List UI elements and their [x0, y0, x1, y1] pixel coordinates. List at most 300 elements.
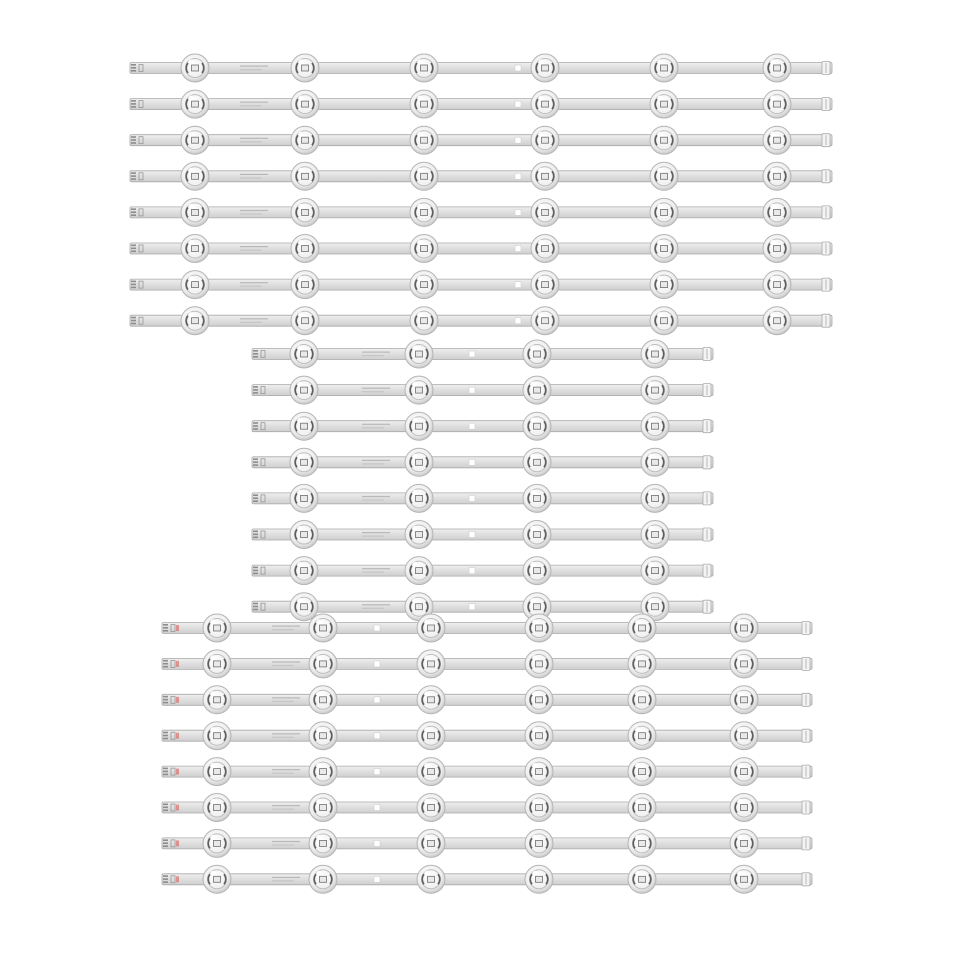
led-lens [410, 54, 438, 82]
led-chip [416, 351, 423, 357]
led-lens [525, 614, 553, 642]
lens-highlight [188, 276, 193, 281]
lens-highlight [424, 871, 429, 876]
lens-highlight [188, 240, 193, 245]
print-mark [272, 769, 300, 770]
led-lens [291, 198, 319, 226]
led-chip [428, 733, 435, 739]
led-lens [628, 614, 656, 642]
lens-highlight [538, 240, 543, 245]
lens-highlight [635, 871, 640, 876]
led-strip [252, 557, 713, 585]
led-lens [405, 557, 433, 585]
connector-pin [253, 603, 258, 605]
mount-dot [469, 351, 475, 357]
lens-highlight [532, 655, 537, 660]
led-lens [730, 865, 758, 893]
print-mark [362, 608, 384, 609]
strip-group-3 [162, 614, 812, 893]
led-chip [301, 568, 308, 574]
lens-highlight [737, 763, 742, 768]
print-mark [272, 877, 300, 878]
led-chip [542, 101, 549, 107]
lens-highlight [538, 312, 543, 317]
led-chip [416, 459, 423, 465]
lens-highlight [412, 562, 417, 567]
led-lens [410, 126, 438, 154]
led-chip [416, 604, 423, 610]
lens-highlight [316, 763, 321, 768]
print-mark [362, 355, 384, 356]
led-chip [214, 625, 221, 631]
mount-dot [469, 423, 475, 429]
led-lens [641, 521, 669, 549]
led-chip [652, 568, 659, 574]
connector-pin [253, 389, 258, 391]
led-chip [421, 318, 428, 324]
led-chip [774, 137, 781, 143]
led-chip [774, 318, 781, 324]
led-chip [320, 876, 327, 882]
connector-pin [253, 425, 258, 427]
led-chip [542, 246, 549, 252]
lens-highlight [298, 312, 303, 317]
led-chip [652, 495, 659, 501]
connector-pin [163, 660, 168, 662]
lens-highlight [530, 490, 535, 495]
led-lens [290, 340, 318, 368]
led-lens [531, 307, 559, 335]
led-strip [252, 340, 713, 368]
print-mark [240, 213, 262, 214]
lens-highlight [297, 382, 302, 387]
led-lens [417, 758, 445, 786]
led-chip [534, 423, 541, 429]
connector-pin [131, 281, 136, 283]
lens-highlight [737, 691, 742, 696]
led-chip [192, 65, 199, 71]
print-mark [240, 138, 268, 139]
led-chip [639, 840, 646, 846]
print-mark [362, 536, 384, 537]
mount-dot [515, 246, 521, 252]
led-lens [290, 593, 318, 621]
led-chip [534, 351, 541, 357]
led-lens [181, 271, 209, 299]
led-strip [162, 650, 812, 678]
led-chip [536, 625, 543, 631]
led-lens [531, 126, 559, 154]
connector-pin [253, 386, 258, 388]
led-chip [741, 805, 748, 811]
connector-pin [253, 464, 258, 466]
mount-dot [469, 495, 475, 501]
connector-pin [131, 211, 136, 213]
led-lens [309, 758, 337, 786]
led-chip [302, 318, 309, 324]
mount-dot [374, 805, 380, 811]
led-chip [741, 840, 748, 846]
led-lens [309, 722, 337, 750]
led-lens [525, 686, 553, 714]
led-lens [410, 162, 438, 190]
lens-highlight [412, 382, 417, 387]
led-chip [428, 876, 435, 882]
led-chip [536, 876, 543, 882]
led-chip [741, 661, 748, 667]
lens-highlight [298, 240, 303, 245]
led-lens [523, 412, 551, 440]
strip-group-2 [252, 340, 713, 621]
led-chip [214, 697, 221, 703]
led-lens [523, 448, 551, 476]
led-strip [162, 722, 812, 750]
led-strip [130, 162, 832, 190]
led-chip [542, 65, 549, 71]
lens-highlight [530, 418, 535, 423]
connector-pin [131, 284, 136, 286]
lens-highlight [424, 799, 429, 804]
print-mark [240, 174, 268, 175]
lens-highlight [635, 691, 640, 696]
mount-dot [374, 625, 380, 631]
lens-highlight [417, 240, 422, 245]
connector-pin [163, 666, 168, 668]
lens-highlight [538, 168, 543, 173]
led-lens [291, 126, 319, 154]
led-lens [531, 198, 559, 226]
polarity-mark [176, 697, 179, 703]
connector-pin [163, 738, 168, 740]
connector-pin [253, 458, 258, 460]
lens-highlight [635, 655, 640, 660]
led-lens [523, 376, 551, 404]
connector-pin [253, 356, 258, 358]
mount-dot [374, 661, 380, 667]
led-chip [536, 733, 543, 739]
led-strip [130, 198, 832, 226]
led-chip [534, 568, 541, 574]
lens-highlight [424, 727, 429, 732]
led-lens [628, 650, 656, 678]
connector-pin [253, 567, 258, 569]
lens-highlight [657, 96, 662, 101]
led-chip [774, 101, 781, 107]
lens-highlight [648, 382, 653, 387]
lens-highlight [188, 132, 193, 137]
led-lens [309, 829, 337, 857]
led-lens [291, 235, 319, 263]
led-chip [534, 604, 541, 610]
led-lens [181, 54, 209, 82]
lens-highlight [210, 619, 215, 624]
mount-dot [515, 282, 521, 288]
led-lens [417, 794, 445, 822]
led-chip [661, 65, 668, 71]
connector-pin [131, 251, 136, 253]
print-mark [362, 499, 384, 500]
led-lens [763, 90, 791, 118]
led-chip [302, 246, 309, 252]
connector-pin [131, 67, 136, 69]
mount-dot [374, 697, 380, 703]
lens-highlight [298, 276, 303, 281]
led-lens [730, 829, 758, 857]
lens-highlight [424, 691, 429, 696]
led-lens [290, 484, 318, 512]
lens-highlight [297, 418, 302, 423]
led-lens [763, 235, 791, 263]
led-lens [641, 340, 669, 368]
print-mark [272, 701, 294, 702]
led-chip [774, 209, 781, 215]
led-chip [302, 282, 309, 288]
connector-pin [131, 208, 136, 210]
lens-highlight [188, 312, 193, 317]
led-lens [417, 865, 445, 893]
led-chip [320, 625, 327, 631]
led-chip [302, 65, 309, 71]
led-chip [320, 840, 327, 846]
led-chip [320, 661, 327, 667]
led-chip [302, 101, 309, 107]
mount-dot [515, 209, 521, 215]
lens-highlight [657, 132, 662, 137]
led-chip [192, 282, 199, 288]
lens-highlight [210, 763, 215, 768]
connector-pin [253, 392, 258, 394]
connector-pin [253, 609, 258, 611]
print-mark [272, 629, 294, 630]
lens-highlight [210, 655, 215, 660]
led-lens [763, 198, 791, 226]
polarity-mark [176, 876, 179, 882]
connector-pin [253, 494, 258, 496]
led-lens [628, 758, 656, 786]
mount-dot [374, 876, 380, 882]
lens-highlight [412, 418, 417, 423]
connector-pin [131, 139, 136, 141]
print-mark [240, 210, 268, 211]
polarity-mark [176, 805, 179, 811]
connector-pin [163, 732, 168, 734]
lens-highlight [770, 59, 775, 64]
print-mark [362, 604, 390, 605]
connector-pin [163, 881, 168, 883]
led-strip [252, 484, 713, 512]
lens-highlight [424, 655, 429, 660]
led-lens [290, 412, 318, 440]
led-chip [652, 604, 659, 610]
connector-pin [163, 807, 168, 809]
led-chip [192, 209, 199, 215]
led-lens [650, 90, 678, 118]
lens-highlight [412, 454, 417, 459]
lens-highlight [417, 168, 422, 173]
lens-highlight [417, 96, 422, 101]
lens-highlight [210, 691, 215, 696]
strip-body [130, 135, 832, 146]
lens-highlight [657, 168, 662, 173]
strip-body [130, 243, 832, 254]
led-chip [639, 697, 646, 703]
print-mark [240, 318, 268, 319]
lens-highlight [648, 562, 653, 567]
led-chip [652, 459, 659, 465]
led-chip [652, 387, 659, 393]
lens-highlight [657, 276, 662, 281]
led-lens [650, 198, 678, 226]
lens-highlight [532, 619, 537, 624]
connector-pin [131, 136, 136, 138]
connector-pin [163, 839, 168, 841]
led-chip [639, 625, 646, 631]
print-mark [240, 105, 262, 106]
lens-highlight [538, 96, 543, 101]
led-strip [130, 90, 832, 118]
led-lens [730, 758, 758, 786]
led-chip [661, 209, 668, 215]
print-mark [362, 496, 390, 497]
led-chip [428, 625, 435, 631]
led-chip [536, 697, 543, 703]
led-chip [741, 876, 748, 882]
lens-highlight [538, 59, 543, 64]
print-mark [362, 572, 384, 573]
strip-body [130, 279, 832, 290]
connector-pin [163, 699, 168, 701]
connector-pin [253, 573, 258, 575]
print-mark [240, 102, 268, 103]
mount-dot [515, 101, 521, 107]
led-chip [536, 661, 543, 667]
led-chip [741, 697, 748, 703]
led-chip [652, 532, 659, 538]
strip-body [162, 838, 812, 849]
led-lens [525, 722, 553, 750]
lens-highlight [188, 204, 193, 209]
lens-highlight [417, 59, 422, 64]
led-chip [639, 661, 646, 667]
connector-pin [131, 287, 136, 289]
lens-highlight [412, 345, 417, 350]
led-chip [661, 137, 668, 143]
led-chip [534, 532, 541, 538]
lens-highlight [648, 418, 653, 423]
led-chip [536, 769, 543, 775]
connector-pin [253, 350, 258, 352]
connector-pin [163, 804, 168, 806]
lens-highlight [538, 132, 543, 137]
led-chip [214, 805, 221, 811]
led-lens [417, 650, 445, 678]
led-lens [763, 307, 791, 335]
led-chip [652, 423, 659, 429]
led-strip [162, 794, 812, 822]
led-lens [730, 686, 758, 714]
led-chip [639, 876, 646, 882]
led-lens [410, 198, 438, 226]
led-lens [525, 794, 553, 822]
led-strip [162, 829, 812, 857]
led-lens [405, 412, 433, 440]
print-mark [272, 661, 300, 662]
lens-highlight [532, 691, 537, 696]
lens-highlight [424, 763, 429, 768]
connector-pin [253, 534, 258, 536]
led-lens [628, 829, 656, 857]
print-mark [362, 424, 390, 425]
led-chip [536, 840, 543, 846]
connector-pin [131, 214, 136, 216]
lens-highlight [297, 454, 302, 459]
connector-pin [131, 106, 136, 108]
mount-dot [515, 137, 521, 143]
led-lens [417, 722, 445, 750]
lens-highlight [210, 871, 215, 876]
led-chip [661, 282, 668, 288]
mount-dot [515, 173, 521, 179]
led-strip [252, 521, 713, 549]
lens-highlight [532, 799, 537, 804]
strip-body [162, 802, 812, 813]
led-chip [192, 318, 199, 324]
lens-highlight [770, 204, 775, 209]
led-chip [192, 173, 199, 179]
led-chip [214, 733, 221, 739]
print-mark [240, 286, 262, 287]
connector-pin [163, 878, 168, 880]
led-lens [628, 865, 656, 893]
led-chip [661, 318, 668, 324]
led-chip [652, 351, 659, 357]
lens-highlight [770, 276, 775, 281]
led-chip [428, 805, 435, 811]
lens-highlight [412, 598, 417, 603]
mount-dot [374, 769, 380, 775]
led-lens [650, 162, 678, 190]
lens-highlight [532, 763, 537, 768]
lens-highlight [538, 276, 543, 281]
connector-pin [131, 175, 136, 177]
led-chip [421, 137, 428, 143]
led-chip [542, 209, 549, 215]
lens-highlight [657, 240, 662, 245]
led-chip [428, 769, 435, 775]
led-chip [774, 65, 781, 71]
led-lens [410, 271, 438, 299]
led-strip [162, 758, 812, 786]
led-strip [162, 614, 812, 642]
led-chip [741, 769, 748, 775]
led-lens [531, 271, 559, 299]
strip-body [130, 315, 832, 326]
led-chip [542, 173, 549, 179]
led-lens [410, 235, 438, 263]
connector-pin [163, 663, 168, 665]
strip-group-1 [130, 54, 832, 335]
mount-dot [469, 532, 475, 538]
led-lens [531, 235, 559, 263]
lens-highlight [648, 526, 653, 531]
print-mark [362, 460, 390, 461]
print-mark [272, 697, 300, 698]
connector-pin [253, 461, 258, 463]
lens-highlight [210, 835, 215, 840]
lens-highlight [737, 727, 742, 732]
connector-pin [131, 70, 136, 72]
led-lens [290, 376, 318, 404]
